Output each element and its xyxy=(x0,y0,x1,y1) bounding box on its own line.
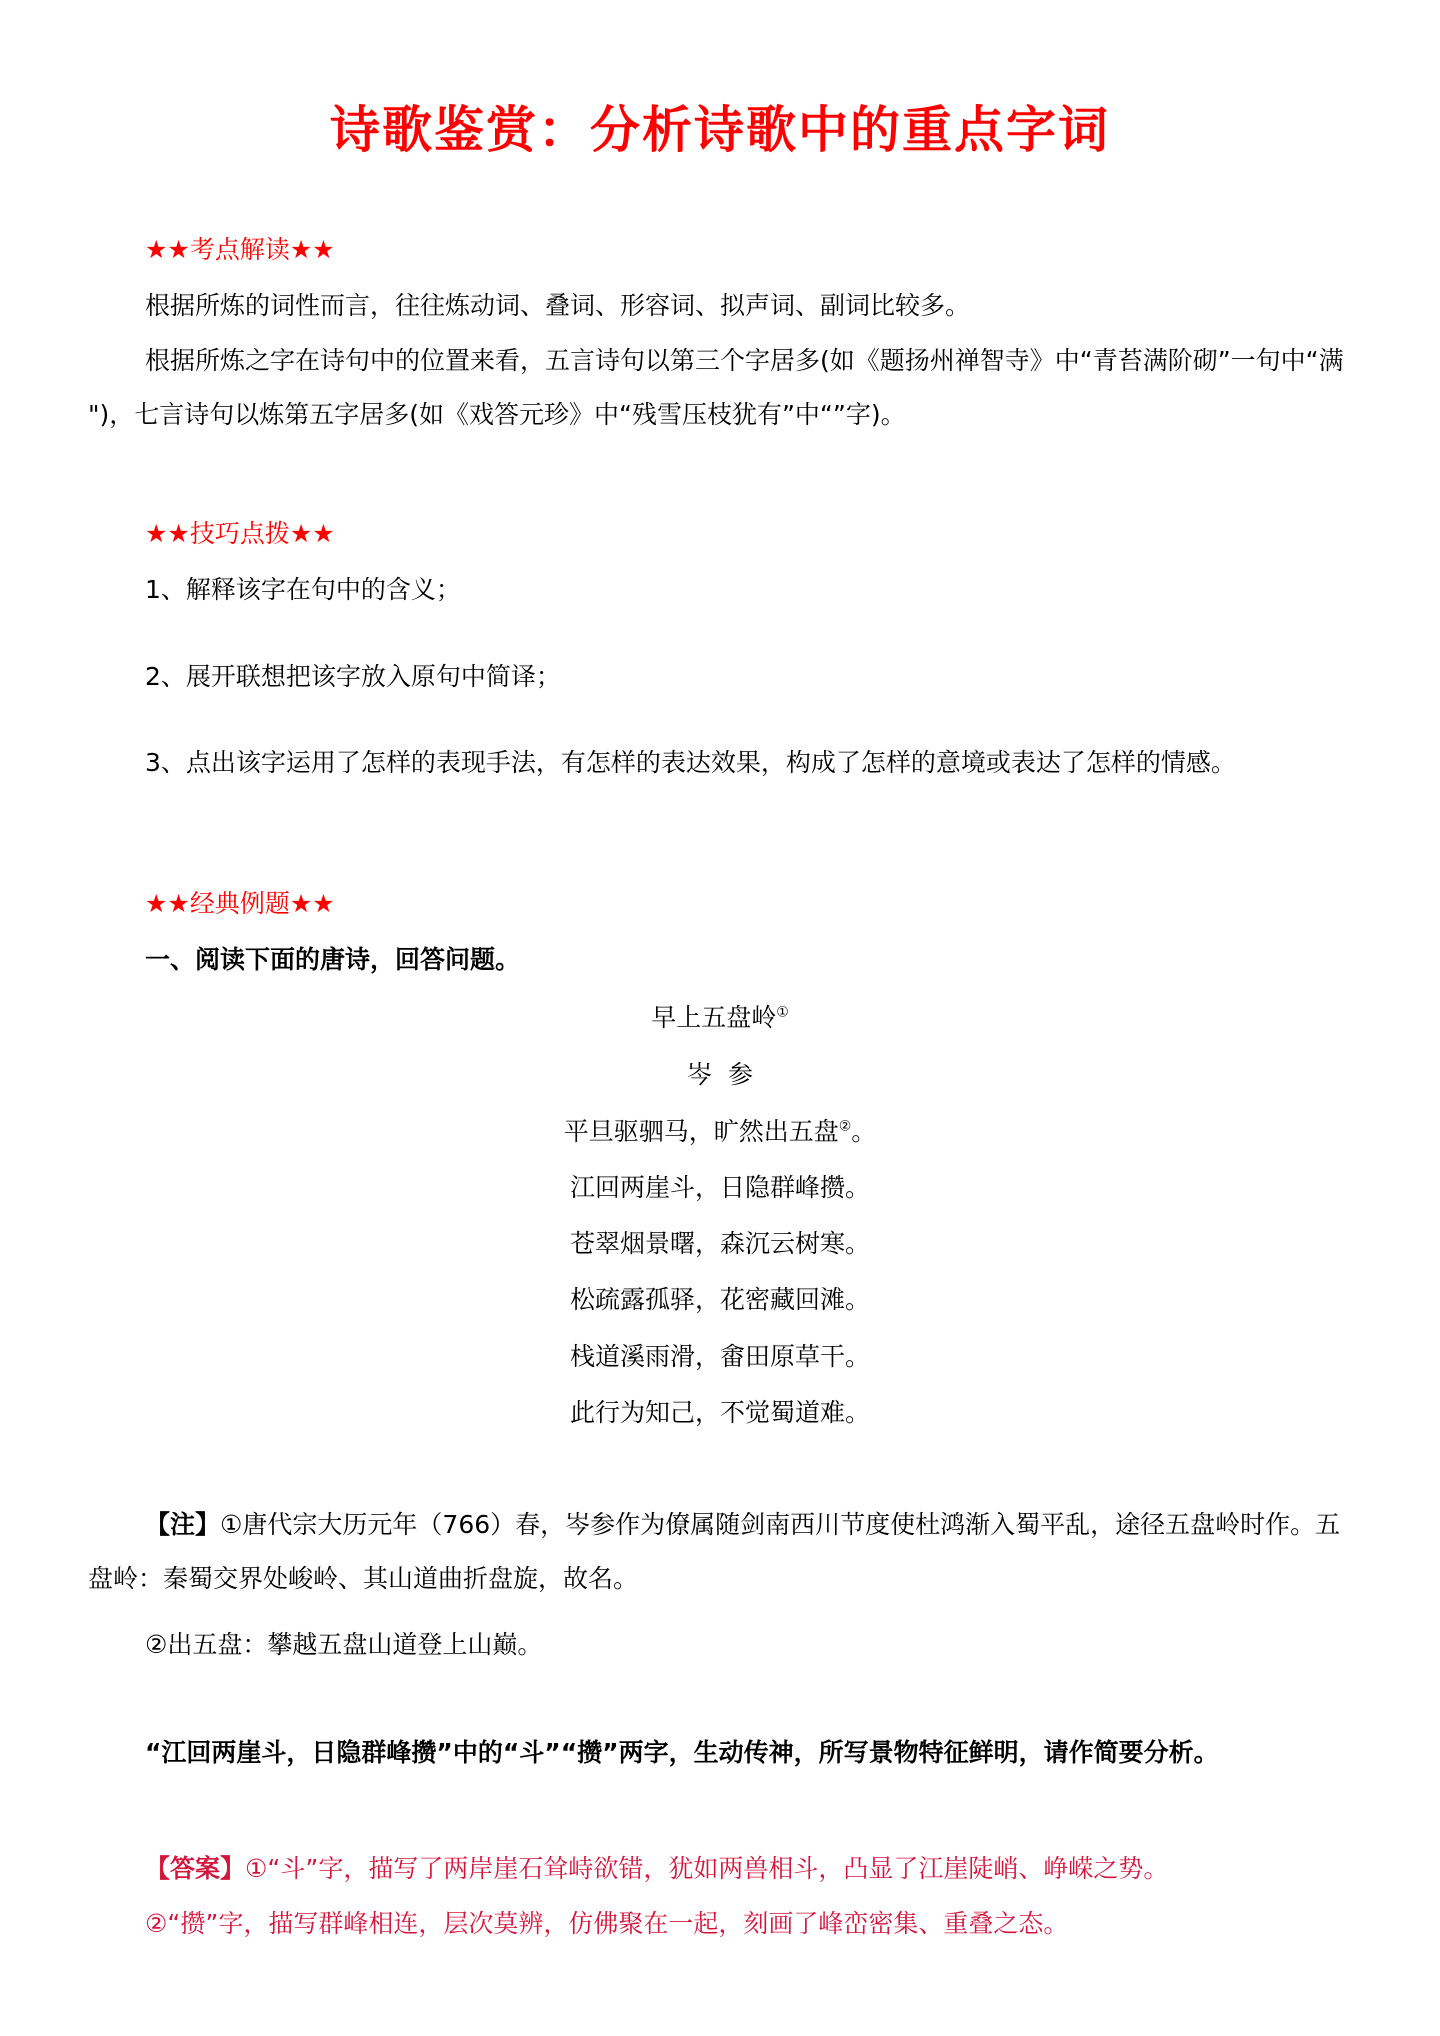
poem-line-1-text: 平旦驱驷马，旷然出五盘 xyxy=(563,1117,839,1146)
answer-part-1: ①“斗”字，描写了两岸崖石耸峙欲错，犹如两兽相斗，凸显了江崖陡峭、峥嵘之势。 xyxy=(245,1854,1169,1883)
exam-points-paragraph-2: 根据所炼之字在诗句中的位置来看，五言诗句以第三个字居多(如《题扬州禅智寺》中“青苔满阶砌”一句中“满 ")，七言诗句以炼第五字居多(如《戏答元珍》中“残雪压枝犹有”中“”字)。 xyxy=(88,346,1344,429)
question-intro: 一、阅读下面的唐诗，回答问题。 xyxy=(145,945,521,974)
document-title: 诗歌鉴赏：分析诗歌中的重点字词 xyxy=(330,101,1110,159)
poem-title-note-mark: ① xyxy=(776,1004,789,1021)
poem-author: 岑 参 xyxy=(687,1060,753,1089)
notes-label: 【注】 xyxy=(145,1510,221,1539)
poem-line-1-end: 。 xyxy=(851,1117,877,1146)
poem-title-text: 早上五盘岭 xyxy=(651,1003,777,1032)
poem-line-5: 栈道溪雨滑，畬田原草干。 xyxy=(569,1342,870,1371)
poem-line-4: 松疏露孤驿，花密藏回滩。 xyxy=(569,1285,870,1314)
poem-line-1-note-mark: ② xyxy=(838,1118,852,1135)
poem-title xyxy=(0,998,1440,1038)
poem-line-3: 苍翠烟景曙，森沉云树寒。 xyxy=(569,1229,870,1258)
tip-item-2: 2、展开联想把该字放入原句中简译； xyxy=(145,662,561,691)
section-heading-examples: ★★经典例题★★ xyxy=(145,889,335,918)
poem-note-2: ②出五盘：攀越五盘山道登上山巅。 xyxy=(145,1630,543,1659)
exam-points-paragraph-1: 根据所炼的词性而言，往往炼动词、叠词、形容词、拟声词、副词比较多。 xyxy=(145,291,971,320)
answer-label: 【答案】 xyxy=(145,1854,246,1883)
poem-note-1 xyxy=(88,1498,1360,1606)
question-text: “江回两崖斗，日隐群峰攒”中的“斗”“攒”两字，生动传神，所写景物特征鲜明，请作简要分析。 xyxy=(145,1738,1219,1767)
answer-part-2: ②“攒”字，描写群峰相连，层次莫辨，仿佛聚在一起，刻画了峰峦密集、重叠之态。 xyxy=(145,1909,1069,1938)
answer-line-1 xyxy=(145,1849,1168,1889)
poem-line-1 xyxy=(0,1112,1440,1152)
section-heading-exam-points: ★★考点解读★★ xyxy=(145,235,335,264)
poem-line-6: 此行为知己，不觉蜀道难。 xyxy=(569,1398,870,1427)
poem-note-1-text: ①唐代宗大历元年（766）春，岑参作为僚属随剑南西川节度使杜鸿渐入蜀平乱，途径五盘岭时作。五盘岭：秦蜀交界处峻岭、其山道曲折盘旋，故名。 xyxy=(88,1510,1341,1593)
poem-line-2: 江回两崖斗，日隐群峰攒。 xyxy=(569,1173,870,1202)
tip-item-3: 3、点出该字运用了怎样的表现手法，有怎样的表达效果，构成了怎样的意境或表达了怎样的情感。 xyxy=(145,748,1236,777)
tip-item-1: 1、解释该字在句中的含义； xyxy=(145,575,461,604)
section-heading-skill-tips: ★★技巧点拨★★ xyxy=(145,519,335,548)
